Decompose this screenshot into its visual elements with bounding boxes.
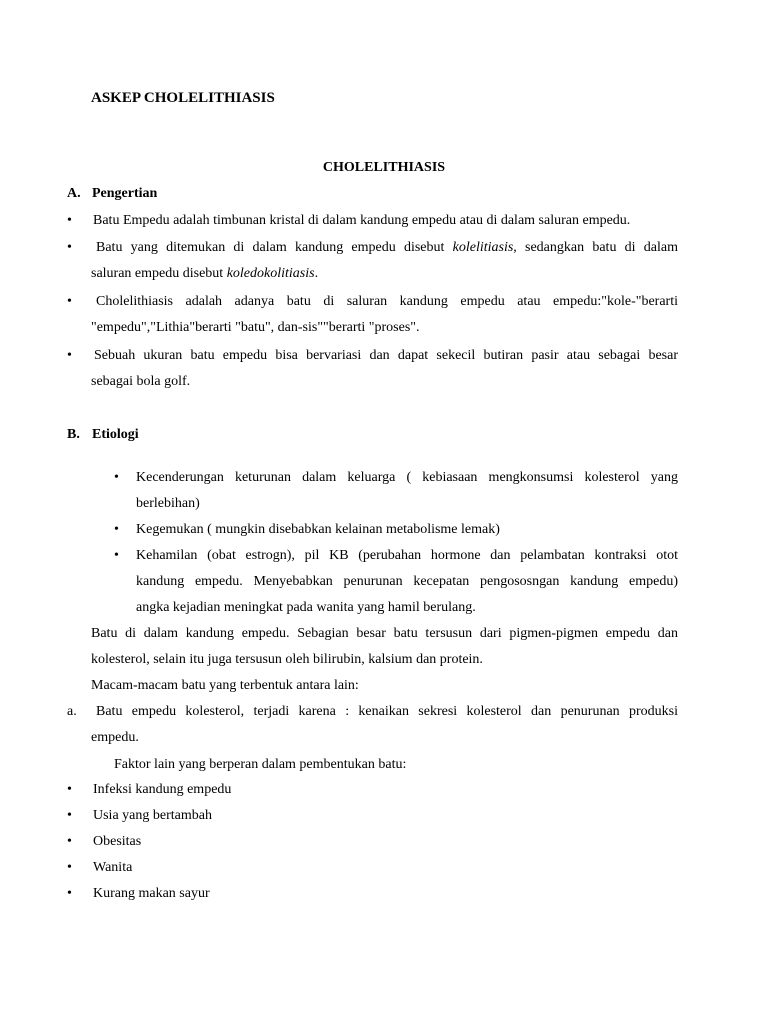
factor-text: Obesitas <box>93 834 142 849</box>
section-a-label: A. <box>67 186 81 201</box>
list-item <box>67 855 132 881</box>
item-line: Batu empedu kolesterol, terjadi karena : kenaikan sekresi kolesterol dan penurunan produksi <box>96 704 678 719</box>
bullet: • <box>67 860 72 875</box>
list-item <box>67 881 210 907</box>
section-b-label: B. <box>67 427 80 442</box>
paragraph-line: Batu di dalam kandung empedu. Sebagian besar batu tersusun dari pigmen-pigmen empedu dan <box>91 626 678 641</box>
bullet: • <box>67 782 72 797</box>
bullet: • <box>67 808 72 823</box>
list-item <box>67 829 141 855</box>
list-item <box>67 235 678 287</box>
list-item <box>67 343 678 395</box>
item-label: a. <box>67 704 77 719</box>
item-line: berlebihan) <box>136 496 200 511</box>
factor-intro: Faktor lain yang berperan dalam pembentukan batu: <box>114 757 407 772</box>
factor-text: Wanita <box>93 860 133 875</box>
bullet: • <box>67 834 72 849</box>
bullet: • <box>67 294 72 309</box>
section-subtitle: CHOLELITHIASIS <box>322 160 446 175</box>
item-line: Cholelithiasis adalah adanya batu di saluran kandung empedu atau empedu:"kole-"berarti <box>96 294 678 309</box>
item-line: kandung empedu. Menyebabkan penurunan kecepatan pengososngan kandung empedu) <box>136 574 678 589</box>
item-line: "empedu","Lithia"berarti "batu", dan-sis""berarti "proses". <box>91 320 420 335</box>
item-line: angka kejadian meningkat pada wanita yang hamil berulang. <box>136 600 476 615</box>
item-line: Kecenderungan keturunan dalam keluarga ( kebiasaan mengkonsumsi kolesterol yang <box>136 470 678 485</box>
list-item <box>67 803 212 829</box>
list-item <box>114 543 678 621</box>
bullet: • <box>114 470 119 485</box>
paragraph-line: kolesterol, selain itu juga tersusun oleh bilirubin, kalsium dan protein. <box>91 652 483 667</box>
list-item <box>67 289 678 341</box>
item-line: Kehamilan (obat estrogn), pil KB (perubahan hormone dan pelambatan kontraksi otot <box>136 548 678 563</box>
list-item-a <box>67 699 678 751</box>
item-line: Batu yang ditemukan di dalam kandung empedu disebut kolelitiasis, sedangkan batu di dalam <box>96 240 678 255</box>
list-item <box>114 465 678 517</box>
factor-text: Kurang makan sayur <box>93 886 210 901</box>
item-line: Batu Empedu adalah timbunan kristal di dalam kandung empedu atau di dalam saluran empedu. <box>93 213 631 228</box>
bullet: • <box>114 522 119 537</box>
item-line: Kegemukan ( mungkin disebabkan kelainan metabolisme lemak) <box>136 522 500 537</box>
bullet: • <box>67 213 72 228</box>
list-item <box>67 777 231 803</box>
term-kolelitiasis: kolelitiasis <box>452 240 514 255</box>
item-line: sebagai bola golf. <box>91 374 191 389</box>
section-a-title: Pengertian <box>92 186 158 201</box>
bullet: • <box>67 348 72 363</box>
factor-text: Usia yang bertambah <box>93 808 212 823</box>
bullet: • <box>67 240 72 255</box>
factor-text: Infeksi kandung empedu <box>93 782 232 797</box>
list-item <box>67 208 678 234</box>
section-b-title: Etiologi <box>92 427 139 442</box>
section-a-heading <box>67 186 157 202</box>
section-b-heading <box>67 427 139 443</box>
term-koledokolitiasis: koledokolitiasis <box>226 266 315 281</box>
document-title: ASKEP CHOLELITHIASIS <box>91 90 275 106</box>
paragraph-line: Macam-macam batu yang terbentuk antara lain: <box>91 678 359 693</box>
list-item <box>114 517 678 543</box>
item-line: Sebuah ukuran batu empedu bisa bervariasi dan dapat sekecil butiran pasir atau sebagai besar <box>94 348 678 363</box>
item-line: empedu. <box>91 730 139 745</box>
item-line: saluran empedu disebut koledokolitiasis. <box>91 266 319 281</box>
bullet: • <box>114 548 119 563</box>
bullet: • <box>67 886 72 901</box>
